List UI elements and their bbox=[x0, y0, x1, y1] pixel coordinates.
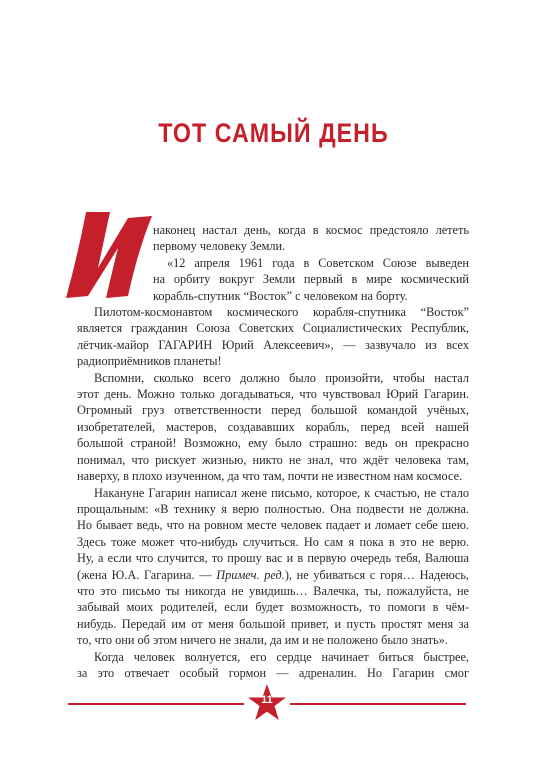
editor-note: Примеч. ред. bbox=[216, 567, 285, 582]
text-line: изобретателей, мастеров, создававших корабль, перед всей нашей bbox=[77, 419, 469, 434]
text-fragment: (жена Ю.А. Гагарина. — bbox=[77, 567, 217, 582]
text-line: является гражданин Союза Советских Социалистических Республик, bbox=[77, 321, 469, 336]
text-line: Пилотом-космонавтом космического корабля-спутника “Восток” bbox=[94, 305, 469, 320]
footer-rule-right bbox=[290, 703, 466, 705]
footer-rule-left bbox=[68, 703, 244, 705]
text-line: забывай моих родителей, если будет возможность, то помоги в чём- bbox=[77, 600, 469, 615]
page-number: 11 bbox=[261, 694, 273, 706]
paragraph bbox=[77, 255, 469, 304]
paragraph bbox=[77, 485, 469, 649]
text-line: за это отвечает особый гормон — адреналин. Но Гагарин смог bbox=[77, 665, 469, 680]
text-line: Огромный груз ответственности перед большой командой учёных, bbox=[77, 403, 469, 418]
text-line: наверху, в плохо изученном, да что там, почти не известном нам космосе. bbox=[77, 469, 463, 484]
page-title: ТОТ САМЫЙ ДЕНЬ bbox=[158, 118, 389, 148]
text-line: корабль-спутник “Восток” с человеком на борту. bbox=[153, 288, 408, 303]
text-line bbox=[77, 567, 469, 583]
text-line: прощальным: «В технику я верю полностью. Она подвести не должна. bbox=[77, 501, 469, 516]
text-line: что это письмо ты никогда не увидишь… Валечка, ты, пожалуйста, не bbox=[77, 583, 469, 598]
text-line: этот день. Можно только догадываться, что чувствовал Юрий Гагарин. bbox=[77, 387, 469, 402]
paragraph bbox=[77, 222, 469, 255]
paragraph bbox=[77, 370, 469, 485]
text-line: Но бывает ведь, что на ровном месте человек падает и ломает себе шею. bbox=[77, 518, 469, 533]
text-line: первому человеку Земли. bbox=[153, 239, 286, 254]
text-line: Накануне Гагарин написал жене письмо, которое, к счастью, не стало bbox=[94, 485, 469, 500]
paragraph bbox=[77, 304, 469, 370]
text-line: то, что они об этом ничего не знали, да им и не положено было знать». bbox=[77, 633, 448, 648]
text-line: на орбиту вокруг Земли первый в мире космический bbox=[153, 272, 469, 287]
text-line: нибудь. Передай им от меня большой привет, и пусть простят меня за bbox=[77, 616, 469, 631]
text-line: Здесь тоже может что-нибудь случиться. Но сам я пока в это не верю. bbox=[77, 534, 469, 549]
text-line: понимал, что рискует жизнью, никто не знал, что ждёт человека там, bbox=[77, 452, 469, 467]
text-line: радиоприёмников планеты! bbox=[77, 354, 222, 369]
text-line: Ну, а если что случится, то прошу вас и в первую очередь тебя, Валюша bbox=[77, 551, 469, 566]
text-line: большой страной! Возможно, ему было страшно: ведь он прекрасно bbox=[77, 436, 469, 451]
paragraph bbox=[77, 649, 469, 682]
text-line: Когда человек волнуется, его сердце начинает биться быстрее, bbox=[94, 649, 469, 664]
article-body bbox=[77, 222, 469, 681]
text-line: Вспомни, сколько всего должно было произойти, чтобы настал bbox=[94, 370, 469, 385]
text-fragment: ), не убиваться с горя… Надеюсь, bbox=[284, 567, 469, 582]
text-line: «12 апреля 1961 года в Советском Союзе выведен bbox=[167, 255, 469, 270]
text-line: наконец настал день, когда в космос предстояло лететь bbox=[153, 223, 469, 237]
text-line: лётчик-майор ГАГАРИН Юрий Алексеевич», — зазвучало из всех bbox=[77, 337, 469, 352]
